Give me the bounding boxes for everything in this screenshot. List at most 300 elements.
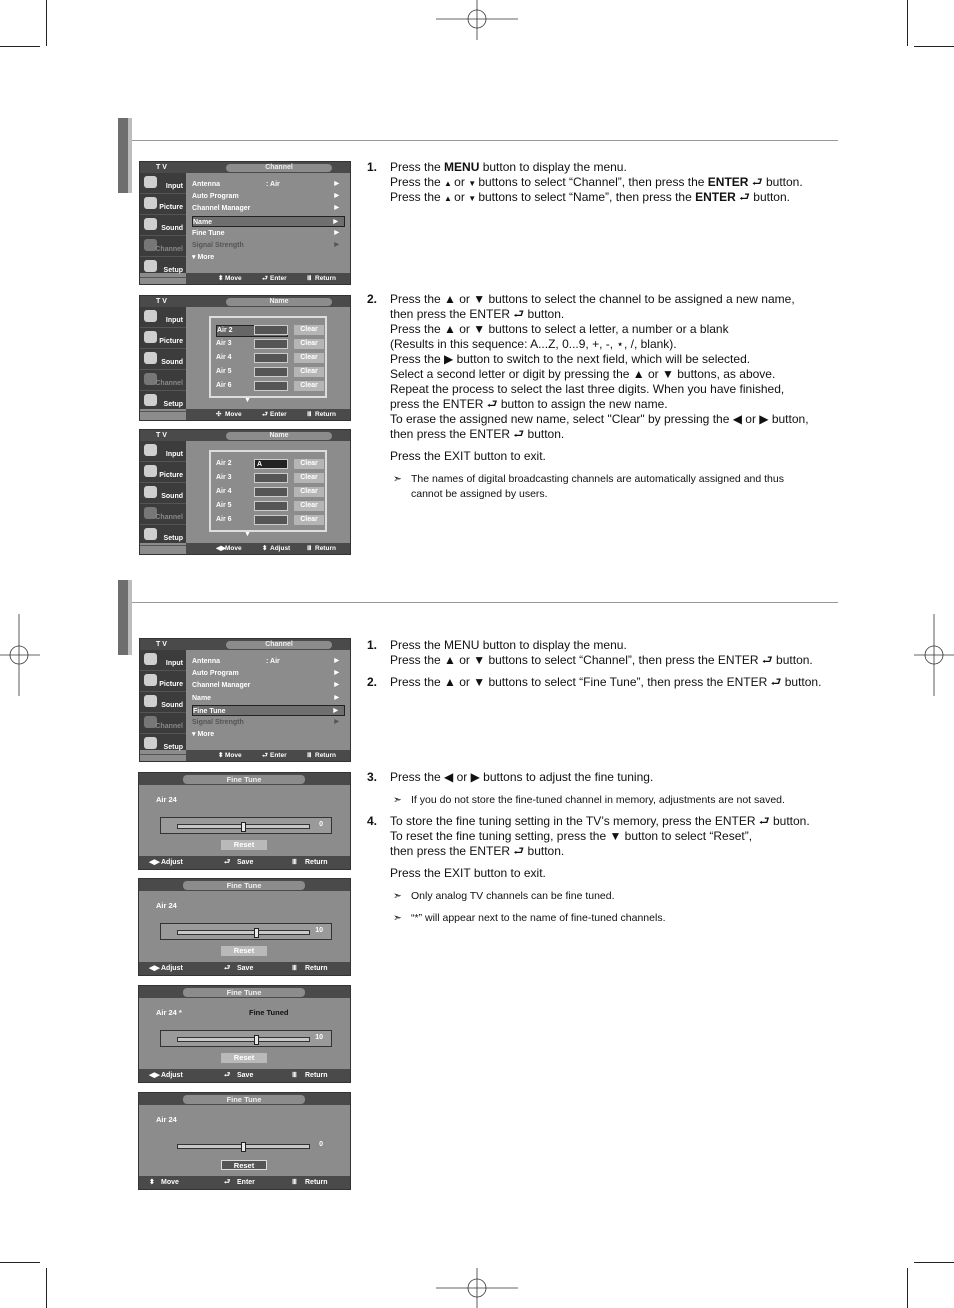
text: Press the <box>390 190 445 204</box>
slider-value: 0 <box>319 1141 323 1148</box>
sidebar-item-picture[interactable] <box>140 671 186 692</box>
menu-item-fine-tune[interactable] <box>192 705 345 716</box>
text: button to display the menu. <box>479 160 627 174</box>
sidebar-item-setup[interactable] <box>140 734 186 755</box>
name-row[interactable] <box>216 487 324 497</box>
tv-name-screen-edit <box>139 429 351 555</box>
sidebar-label: Channel <box>155 246 183 253</box>
name-field[interactable] <box>254 381 288 391</box>
note-line: Only analog TV channels can be fine tuned. <box>411 890 615 902</box>
footer-return: Return <box>305 859 328 866</box>
fine-tune-slider[interactable] <box>160 1030 332 1047</box>
name-row[interactable] <box>216 325 324 335</box>
name-field[interactable] <box>254 325 288 335</box>
chevron-down-icon: ▾ <box>192 254 198 261</box>
menu-label: Signal Strength <box>192 719 244 726</box>
crop-mark <box>0 1262 40 1263</box>
name-row[interactable] <box>216 515 324 525</box>
tv-menu-screen-fine-tune <box>139 638 351 762</box>
fine-tune-footer <box>139 856 350 869</box>
footer-save: Save <box>237 1072 254 1079</box>
footer-return: Return <box>305 1179 328 1186</box>
sidebar-label: Setup <box>163 401 183 408</box>
sidebar-item-input[interactable] <box>140 173 186 194</box>
menu-item-fine-tune[interactable] <box>192 228 345 239</box>
fine-tune-screen <box>138 772 351 870</box>
step-2-line: then press the ENTER ⮐ button. <box>390 427 565 441</box>
fine-tune-tab: Fine Tune <box>183 988 305 997</box>
arrow-right-icon: ▶ <box>333 219 338 225</box>
menu-item-signal-strength[interactable] <box>192 717 345 728</box>
crop-mark <box>907 1268 908 1308</box>
tv-header <box>140 162 350 173</box>
reset-button[interactable]: Reset <box>221 946 267 956</box>
channel-tab: Channel <box>226 641 332 649</box>
setup-icon <box>144 260 157 272</box>
setup-icon <box>144 394 157 406</box>
step-4-line: To reset the fine tuning setting, press the ▼ button to select “Reset”, <box>390 829 753 843</box>
text: buttons to select “Channel”, then press the <box>478 175 708 189</box>
sidebar-label: Input <box>165 317 183 324</box>
exit-line: Press the EXIT button to exit. <box>390 449 546 463</box>
footer-enter: Enter <box>270 275 287 282</box>
text: Press the <box>390 160 445 174</box>
sidebar-label: Picture <box>159 338 183 345</box>
name-row[interactable] <box>216 339 324 349</box>
step-2-line: press the ENTER ⮐ button to assign the new name. <box>390 397 668 411</box>
save-icon: ⮐ <box>224 859 231 866</box>
return-icon: Ⅲ <box>307 545 312 552</box>
slider-knob[interactable] <box>254 928 259 938</box>
input-icon <box>144 444 157 456</box>
return-icon: Ⅲ <box>292 859 297 866</box>
fine-tune-screen <box>138 878 351 976</box>
menu-label: Name <box>192 695 212 702</box>
name-row[interactable] <box>216 353 324 363</box>
footer-enter: Enter <box>237 1179 255 1186</box>
move-icon: ◀▶ <box>216 545 226 552</box>
channel-name: Air 4 <box>216 488 232 495</box>
sidebar-item-input[interactable] <box>140 650 186 671</box>
sidebar <box>140 173 186 273</box>
channel-name: Air 5 <box>216 368 232 375</box>
channel-name: Air 5 <box>216 502 232 509</box>
name-row[interactable] <box>216 381 324 391</box>
arrow-right-icon: ▶ <box>334 181 339 187</box>
sidebar-label: Channel <box>155 723 183 730</box>
text: or <box>454 175 465 189</box>
tv-menu-screen-channel-name <box>139 161 351 285</box>
step-1-line-2 <box>390 175 803 191</box>
text: buttons to select “Name”, then press the <box>478 190 696 204</box>
step-number: 1. <box>367 160 378 174</box>
slider-value: 0 <box>319 821 323 828</box>
setup-icon <box>144 737 157 749</box>
up-arrow-icon: ▲ <box>444 194 455 203</box>
fine-tune-screen <box>138 985 351 1083</box>
channel-label: Air 24 <box>156 795 177 804</box>
save-icon: ⮐ <box>224 1072 231 1079</box>
reset-button[interactable]: Reset <box>221 1160 267 1170</box>
menu-label: More <box>197 254 215 261</box>
sidebar-item-sound[interactable] <box>140 215 186 236</box>
clear-button[interactable]: Clear <box>294 381 324 391</box>
clear-button[interactable]: Clear <box>294 353 324 363</box>
sidebar-item-picture[interactable] <box>140 194 186 215</box>
footer-adjust: Adjust <box>161 965 183 972</box>
sidebar-label: Sound <box>161 702 183 709</box>
adjust-icon: ◀▶ <box>149 1072 160 1079</box>
sidebar-label: Channel <box>155 514 183 521</box>
name-field[interactable]: A <box>254 459 288 469</box>
channel-name: Air 6 <box>216 516 232 523</box>
return-icon: Ⅲ <box>292 1072 297 1079</box>
step-2-line: (Results in this sequence: A...Z, 0...9, +, -, ⋆, /, blank). <box>390 337 677 351</box>
note-line: If you do not store the fine-tuned channel in memory, adjustments are not saved. <box>411 794 785 806</box>
name-field[interactable] <box>254 501 288 511</box>
fine-tune-header <box>139 986 350 998</box>
fine-tune-slider[interactable] <box>160 923 332 940</box>
text: or <box>454 190 465 204</box>
step-2-line: Press the ▲ or ▼ buttons to select the channel to be assigned a new name, <box>390 292 795 306</box>
registration-mark-right <box>914 614 954 696</box>
footer-save: Save <box>237 965 254 972</box>
channel-name: Air 6 <box>216 382 232 389</box>
name-field[interactable] <box>254 487 288 497</box>
footer-move: Move <box>161 1179 179 1186</box>
enter-key: ENTER <box>695 190 736 204</box>
name-row[interactable] <box>216 501 324 511</box>
menu-label: Name <box>193 219 213 226</box>
footer-enter: Enter <box>270 752 287 759</box>
sidebar-label: Input <box>165 451 183 458</box>
text: button. <box>765 175 803 189</box>
return-icon: Ⅲ <box>307 411 312 418</box>
sidebar-item-channel[interactable] <box>140 236 186 257</box>
slider-knob[interactable] <box>241 822 246 832</box>
tv-title: T V <box>156 432 167 439</box>
tv-name-screen-select <box>139 295 351 421</box>
registration-mark-top <box>436 0 518 40</box>
crop-mark <box>914 1262 954 1263</box>
sidebar-label: Input <box>165 183 183 190</box>
footer-enter: Enter <box>270 411 287 418</box>
clear-button[interactable]: Clear <box>294 487 324 497</box>
scroll-down-icon: ▼ <box>244 531 251 538</box>
tv-footer <box>186 750 350 761</box>
text: Press the <box>390 175 445 189</box>
antenna-value: : Air <box>266 181 280 188</box>
step-2-line: Repeat the process to select the last three digits. When you have finished, <box>390 382 785 396</box>
sidebar-item-setup[interactable] <box>140 525 186 546</box>
menu-label: Channel Manager <box>192 682 251 689</box>
name-field[interactable] <box>254 353 288 363</box>
step-1-line-3 <box>390 190 790 206</box>
fine-tune-footer <box>139 1176 350 1189</box>
footer-return: Return <box>315 275 336 282</box>
name-field[interactable] <box>254 473 288 483</box>
sidebar-label: Channel <box>155 380 183 387</box>
sidebar-label: Sound <box>161 225 183 232</box>
sidebar-item-channel[interactable] <box>140 504 186 525</box>
exit-line: Press the EXIT button to exit. <box>390 866 546 880</box>
sidebar-label: Input <box>165 660 183 667</box>
channel-label: Air 24 <box>156 1115 177 1124</box>
chevron-down-icon: ▾ <box>192 731 198 738</box>
clear-button[interactable]: Clear <box>294 473 324 483</box>
crop-mark <box>46 1268 47 1308</box>
input-icon <box>144 176 157 188</box>
menu-label: Fine Tune <box>192 230 225 237</box>
enter-icon: ⮐ <box>262 275 268 282</box>
fine-tune-tab: Fine Tune <box>183 881 305 890</box>
menu-item-signal-strength[interactable] <box>192 240 345 251</box>
text: button. <box>753 190 790 204</box>
section-bar <box>118 118 132 193</box>
footer-return: Return <box>305 965 328 972</box>
clear-button[interactable]: Clear <box>294 339 324 349</box>
tv-header <box>140 430 350 441</box>
slider-track[interactable] <box>177 1037 310 1042</box>
sidebar-label: Picture <box>159 681 183 688</box>
step-4-line: then press the ENTER ⮐ button. <box>390 844 565 858</box>
slider-track[interactable] <box>177 1144 310 1149</box>
menu-label: Signal Strength <box>192 242 244 249</box>
antenna-value: : Air <box>266 658 280 665</box>
picture-icon <box>144 465 157 477</box>
arrow-right-icon: ▶ <box>334 193 339 199</box>
step-2-line: Select a second letter or digit by pressing the ▲ or ▼ buttons, as above. <box>390 367 776 381</box>
menu-label: More <box>197 731 215 738</box>
note-arrow-icon: ➣ <box>393 890 402 902</box>
crop-mark <box>0 46 40 47</box>
crop-mark <box>46 0 47 46</box>
sidebar-item-channel[interactable] <box>140 713 186 734</box>
name-tab: Name <box>226 298 332 306</box>
sidebar-label: Picture <box>159 472 183 479</box>
menu-key: MENU <box>444 160 480 174</box>
footer-return: Return <box>315 752 336 759</box>
menu-item-auto-program[interactable] <box>192 191 345 202</box>
arrow-right-icon: ▶ <box>334 230 339 236</box>
section-rule <box>132 602 838 603</box>
section-rule <box>132 140 838 141</box>
step-1-line: Press the ▲ or ▼ buttons to select “Channel”, then press the ENTER ⮐ button. <box>390 653 813 667</box>
slider-track[interactable] <box>177 930 310 935</box>
slider-knob[interactable] <box>241 1142 246 1152</box>
tv-footer <box>186 409 350 420</box>
crop-mark <box>914 46 954 47</box>
tv-title: T V <box>156 641 167 648</box>
footer-return: Return <box>315 545 336 552</box>
menu-label: Antenna <box>192 658 220 665</box>
note-line: “*” will appear next to the name of fine-tuned channels. <box>411 912 666 924</box>
menu-item-more[interactable] <box>192 729 345 740</box>
menu-label: Channel Manager <box>192 205 251 212</box>
fine-tune-footer <box>139 1069 350 1082</box>
name-list <box>209 316 327 398</box>
arrow-right-icon: ▶ <box>333 708 338 714</box>
arrow-right-icon: ▶ <box>334 719 339 725</box>
sidebar-item-setup[interactable] <box>140 257 186 278</box>
tv-footer <box>186 273 350 284</box>
step-2-line: then press the ENTER ⮐ button. <box>390 307 565 321</box>
menu-item-antenna[interactable] <box>192 179 345 190</box>
channel-name: Air 2 <box>216 460 232 467</box>
setup-icon <box>144 528 157 540</box>
menu-item-more[interactable] <box>192 252 345 263</box>
channel-name: Air 4 <box>216 354 232 361</box>
menu-label: Antenna <box>192 181 220 188</box>
step-number: 1. <box>367 638 378 652</box>
menu-item-auto-program[interactable] <box>192 668 345 679</box>
note-arrow-icon: ➣ <box>393 473 402 485</box>
sidebar-label: Setup <box>163 744 183 751</box>
return-icon: Ⅲ <box>307 752 312 759</box>
arrow-right-icon: ▶ <box>334 695 339 701</box>
menu-item-name[interactable] <box>192 693 345 704</box>
sidebar-item-picture[interactable] <box>140 462 186 483</box>
channel-tab: Channel <box>226 164 332 172</box>
menu-item-channel-manager[interactable] <box>192 203 345 214</box>
down-arrow-icon: ▼ <box>468 194 479 203</box>
menu-item-name[interactable] <box>192 216 345 227</box>
sidebar <box>140 307 186 409</box>
channel-name: Air 3 <box>216 474 232 481</box>
sidebar-label: Sound <box>161 359 183 366</box>
clear-button[interactable]: Clear <box>294 515 324 525</box>
sidebar-item-setup[interactable] <box>140 391 186 412</box>
sidebar-item-sound[interactable] <box>140 349 186 370</box>
note-arrow-icon: ➣ <box>393 794 402 806</box>
tv-footer <box>186 543 350 554</box>
sidebar <box>140 441 186 543</box>
fine-tune-footer <box>139 962 350 975</box>
input-icon <box>144 310 157 322</box>
return-icon: Ⅲ <box>292 1179 297 1186</box>
sound-icon <box>144 486 157 498</box>
menu-item-channel-manager[interactable] <box>192 680 345 691</box>
clear-button[interactable]: Clear <box>294 501 324 511</box>
sidebar-item-sound[interactable] <box>140 692 186 713</box>
channel-name: Air 3 <box>216 340 232 347</box>
footer-move: Move <box>225 545 242 552</box>
enter-icon: ⮐ <box>739 190 750 204</box>
footer-adjust: Adjust <box>161 859 183 866</box>
move-icon: ⬍ <box>218 752 224 759</box>
crop-mark <box>907 0 908 46</box>
enter-key: ENTER <box>707 175 749 189</box>
fine-tune-slider[interactable] <box>160 1137 332 1154</box>
sidebar-label: Setup <box>163 535 183 542</box>
name-row[interactable] <box>216 459 324 469</box>
tv-title: T V <box>156 298 167 305</box>
return-icon: Ⅲ <box>307 275 312 282</box>
name-field[interactable] <box>254 515 288 525</box>
clear-button[interactable]: Clear <box>294 459 324 469</box>
name-list <box>209 450 327 532</box>
step-number: 4. <box>367 814 378 828</box>
slider-value: 10 <box>315 1034 323 1041</box>
footer-adjust: Adjust <box>161 1072 183 1079</box>
slider-track[interactable] <box>177 824 310 829</box>
channel-name: Air 2 <box>216 325 288 337</box>
step-1-line: Press the MENU button to display the menu. <box>390 638 627 652</box>
footer-save: Save <box>237 859 254 866</box>
up-arrow-icon: ▲ <box>444 179 455 188</box>
enter-icon: ⮐ <box>262 752 268 759</box>
sidebar-item-sound[interactable] <box>140 483 186 504</box>
move-icon: ⬍ <box>218 275 224 282</box>
down-arrow-icon: ▼ <box>468 179 479 188</box>
reset-button[interactable]: Reset <box>221 840 267 850</box>
reset-button[interactable]: Reset <box>221 1053 267 1063</box>
menu-item-antenna[interactable] <box>192 656 345 667</box>
enter-icon: ⮐ <box>262 411 268 418</box>
move-icon: ✣ <box>216 411 222 418</box>
name-field[interactable] <box>254 367 288 377</box>
note-line: cannot be assigned by users. <box>411 488 548 500</box>
scroll-down-icon: ▼ <box>244 397 251 404</box>
enter-icon: ⮐ <box>224 1179 231 1186</box>
fine-tune-tab: Fine Tune <box>183 1095 305 1104</box>
sidebar-item-channel[interactable] <box>140 370 186 391</box>
footer-move: Move <box>225 752 242 759</box>
note-arrow-icon: ➣ <box>393 912 402 924</box>
sidebar-item-input[interactable] <box>140 441 186 462</box>
adjust-icon: ◀▶ <box>149 859 160 866</box>
arrow-right-icon: ▶ <box>334 205 339 211</box>
name-row[interactable] <box>216 473 324 483</box>
picture-icon <box>144 197 157 209</box>
menu-label: Auto Program <box>192 193 239 200</box>
sidebar-label: Sound <box>161 493 183 500</box>
footer-return: Return <box>315 411 336 418</box>
step-2-line: Press the ▲ or ▼ buttons to select “Fine Tune”, then press the ENTER ⮐ button. <box>390 675 822 689</box>
menu-label: Fine Tune <box>193 708 226 715</box>
save-icon: ⮐ <box>224 965 231 972</box>
tv-header <box>140 296 350 307</box>
fine-tuned-label: Fine Tuned <box>249 1008 289 1017</box>
sidebar-label: Setup <box>163 267 183 274</box>
clear-button[interactable]: Clear <box>294 325 324 335</box>
channel-label: Air 24 <box>156 901 177 910</box>
clear-button[interactable]: Clear <box>294 367 324 377</box>
sidebar-item-input[interactable] <box>140 307 186 328</box>
input-icon <box>144 653 157 665</box>
name-row[interactable] <box>216 367 324 377</box>
sidebar-item-picture[interactable] <box>140 328 186 349</box>
step-2-line: Press the ▶ button to switch to the next field, which will be selected. <box>390 352 751 366</box>
slider-knob[interactable] <box>254 1035 259 1045</box>
tv-header <box>140 639 350 650</box>
picture-icon <box>144 331 157 343</box>
name-tab: Name <box>226 432 332 440</box>
return-icon: Ⅲ <box>292 965 297 972</box>
step-number: 3. <box>367 770 378 784</box>
step-number: 2. <box>367 675 378 689</box>
fine-tune-slider[interactable] <box>160 817 332 834</box>
adjust-icon: ⬍ <box>262 545 268 552</box>
step-3-line: Press the ◀ or ▶ buttons to adjust the fine tuning. <box>390 770 654 784</box>
fine-tune-header <box>139 1093 350 1105</box>
name-field[interactable] <box>254 339 288 349</box>
sound-icon <box>144 695 157 707</box>
registration-mark-left <box>0 614 40 696</box>
picture-icon <box>144 674 157 686</box>
arrow-right-icon: ▶ <box>334 682 339 688</box>
tv-title: T V <box>156 164 167 171</box>
